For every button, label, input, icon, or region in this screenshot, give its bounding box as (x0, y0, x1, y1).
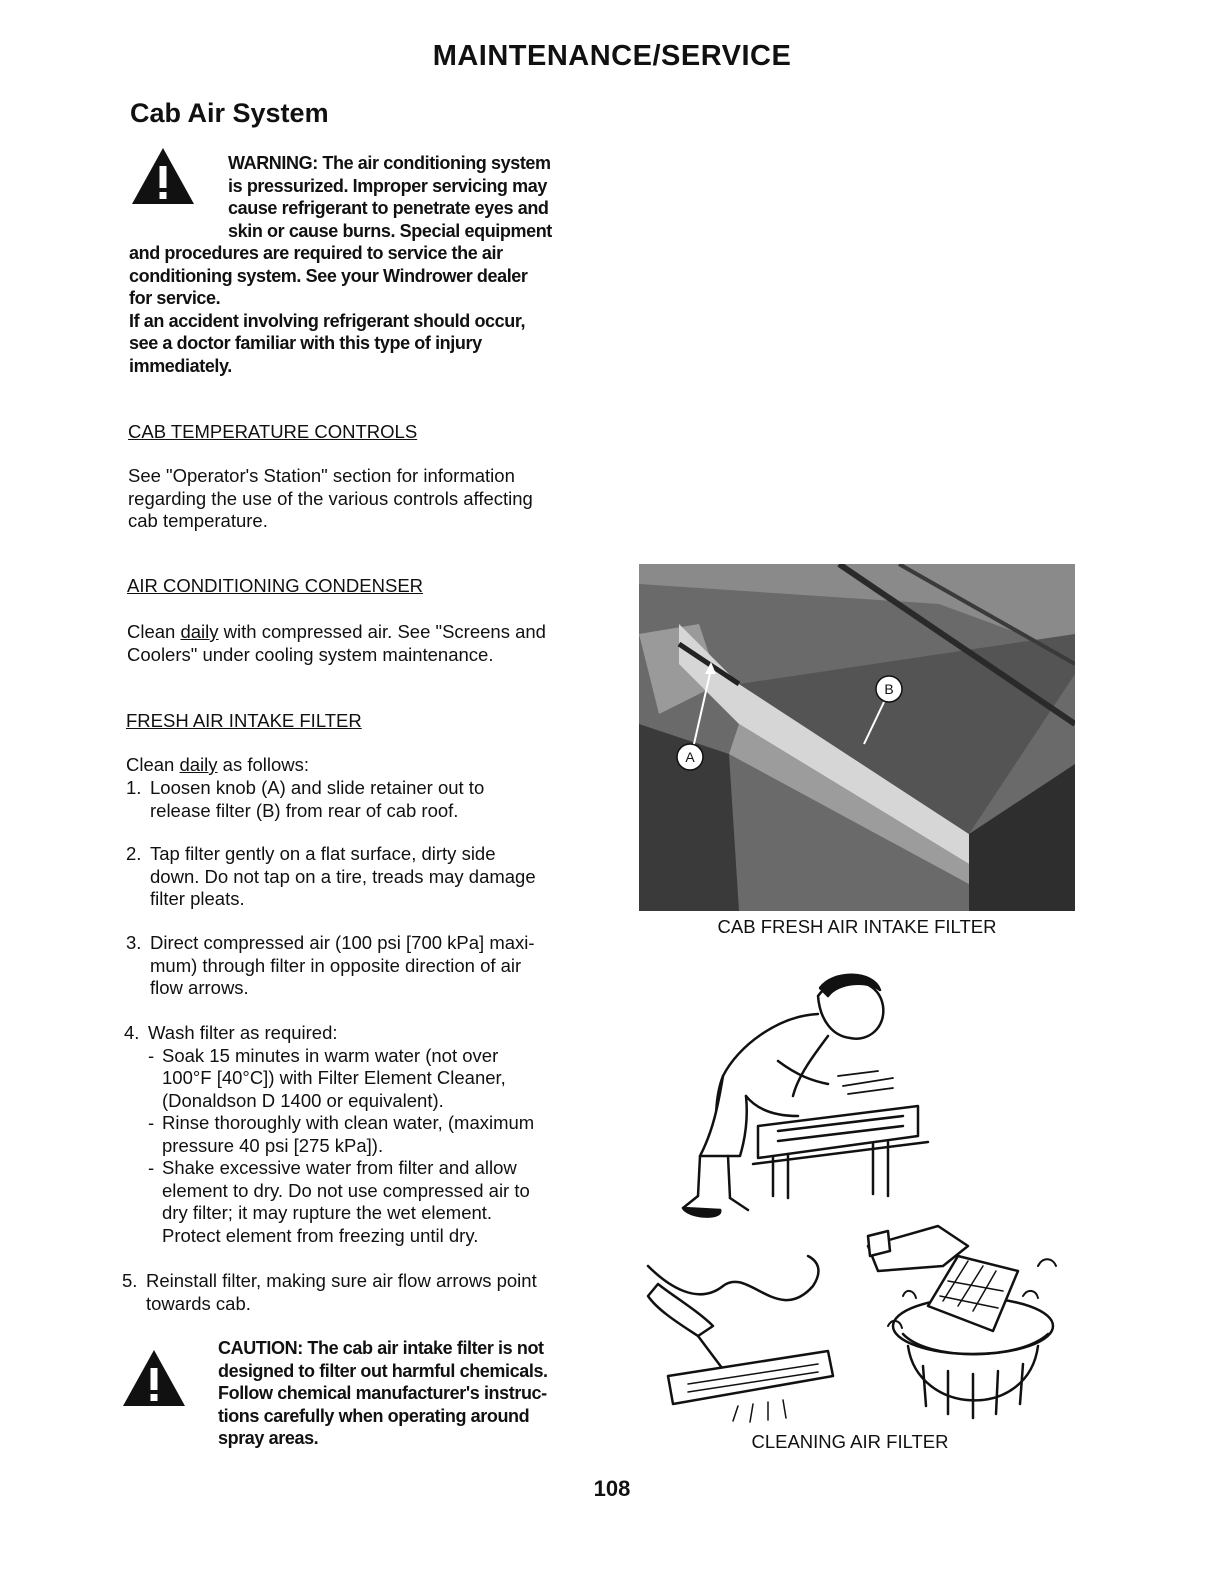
warning-line: conditioning system. See your Windrower dealer (129, 265, 528, 286)
sub-step-shake: - Shake excessive water from filter and allow element to dry. Do not use compressed air to dry filter; it may rupture the wet element. Protect element from freezing until dry. (148, 1157, 586, 1247)
step-number: 1. (126, 777, 142, 798)
caution-line: spray areas. (218, 1428, 319, 1448)
warning-triangle-icon (130, 146, 196, 206)
sub-step-soak: - Soak 15 minutes in warm water (not over 100°F [40°C]) with Filter Element Cleaner, (Donaldson D 1400 or equivalent). (148, 1045, 586, 1113)
text-segment: with compressed air. See "Screens and (218, 621, 546, 642)
text-line: Shake excessive water from filter and allow (162, 1157, 517, 1178)
text-line: Loosen knob (A) and slide retainer out to (150, 777, 485, 798)
text-line: (Donaldson D 1400 or equivalent). (162, 1089, 444, 1111)
text-line: regarding the use of the various controls affecting (128, 487, 533, 509)
fresh-air-heading: FRESH AIR INTAKE FILTER (126, 710, 362, 731)
text-line: flow arrows. (150, 977, 249, 998)
step-number: 3. (126, 932, 142, 953)
text-line: Soak 15 minutes in warm water (not over (162, 1044, 499, 1066)
condenser-heading: AIR CONDITIONING CONDENSER (127, 575, 424, 596)
page-header: MAINTENANCE/SERVICE (432, 40, 792, 72)
figure2-caption: CLEANING AIR FILTER (751, 1431, 949, 1452)
accident-line: If an accident involving refrigerant should occur, (129, 310, 526, 331)
label-a: A (685, 749, 695, 765)
warning-triangle-icon (121, 1348, 187, 1408)
text-line: See "Operator's Station" section for information (128, 465, 515, 486)
step-1 (126, 777, 586, 822)
label-b: B (884, 681, 894, 697)
text-line: Wash filter as required: (148, 1022, 338, 1043)
daily-emphasis: daily (179, 754, 218, 775)
text-line: element to dry. Do not use compressed air to (162, 1179, 530, 1201)
fresh-air-intro (126, 754, 586, 777)
caution-line: tions carefully when operating around (218, 1405, 530, 1426)
step-number: 2. (126, 843, 142, 864)
text-line: Rinse thoroughly with clean water, (maximum (162, 1112, 535, 1133)
text-line: Reinstall filter, making sure air flow arrows point (146, 1270, 537, 1291)
warning-line: cause refrigerant to penetrate eyes and (228, 198, 549, 218)
warning-text-full (129, 242, 579, 377)
text-line: cab temperature. (128, 510, 268, 531)
caution-text (218, 1337, 578, 1450)
text-segment: as follows: (217, 754, 310, 775)
warning-line: is pressurized. Improper servicing may (228, 175, 547, 196)
text-line: Protect element from freezing until dry. (162, 1224, 479, 1246)
figure1-caption: CAB FRESH AIR INTAKE FILTER (717, 916, 997, 937)
step-2 (126, 843, 586, 911)
text-line: release filter (B) from rear of cab roof. (150, 799, 459, 821)
step-number: 4. (124, 1022, 140, 1043)
air-hose (648, 1256, 818, 1300)
section-title: Cab Air System (130, 98, 329, 128)
text-line: Tap filter gently on a flat surface, dirty side (150, 843, 496, 864)
text-line: filter pleats. (150, 888, 245, 909)
accident-line: immediately. (129, 355, 232, 376)
caution-line: designed to filter out harmful chemicals. (218, 1360, 548, 1381)
cleaning-illustration (628, 966, 1068, 1428)
text-line: towards cab. (146, 1292, 251, 1314)
daily-emphasis: daily (180, 621, 219, 642)
sub-step-rinse: - Rinse thoroughly with clean water, (maximum pressure 40 psi [275 kPa]). (148, 1112, 586, 1157)
temp-controls-text (128, 465, 578, 533)
text-segment: Clean (127, 621, 181, 642)
filter-panel (668, 1351, 833, 1404)
page-number: 108 (593, 1476, 631, 1501)
text-line: Coolers" under cooling system maintenance. (127, 643, 494, 665)
warning-text-indented (228, 152, 578, 242)
text-line: pressure 40 psi [275 kPa]). (162, 1134, 384, 1156)
text-line: dry filter; it may rupture the wet element. (162, 1202, 493, 1223)
warning-line: for service. (129, 288, 221, 308)
temp-controls-heading: CAB TEMPERATURE CONTROLS (128, 421, 418, 442)
text-line (127, 621, 587, 644)
caution-line: Follow chemical manufacturer's instruc- (218, 1383, 547, 1403)
text-line: down. Do not tap on a tire, treads may damage (150, 865, 536, 887)
step-4 (124, 1022, 586, 1247)
caution-line: CAUTION: The cab air intake filter is not (218, 1338, 544, 1358)
step-3 (126, 932, 586, 1000)
cab-filter-photo (639, 564, 1075, 911)
accident-line: see a doctor familiar with this type of injury (129, 333, 482, 353)
warning-line: and procedures are required to service the air (129, 243, 503, 263)
warning-line: skin or cause burns. Special equipment (228, 220, 552, 241)
text-segment: Clean (126, 754, 180, 775)
condenser-text (127, 621, 587, 666)
warning-line: WARNING: The air conditioning system (228, 153, 551, 173)
step-number: 5. (122, 1270, 138, 1291)
text-line: mum) through filter in opposite direction of air (150, 954, 522, 976)
step-5 (122, 1270, 586, 1315)
text-line: 100°F [40°C]) with Filter Element Cleaner, (162, 1067, 506, 1088)
text-line: Direct compressed air (100 psi [700 kPa] maxi- (150, 932, 535, 953)
